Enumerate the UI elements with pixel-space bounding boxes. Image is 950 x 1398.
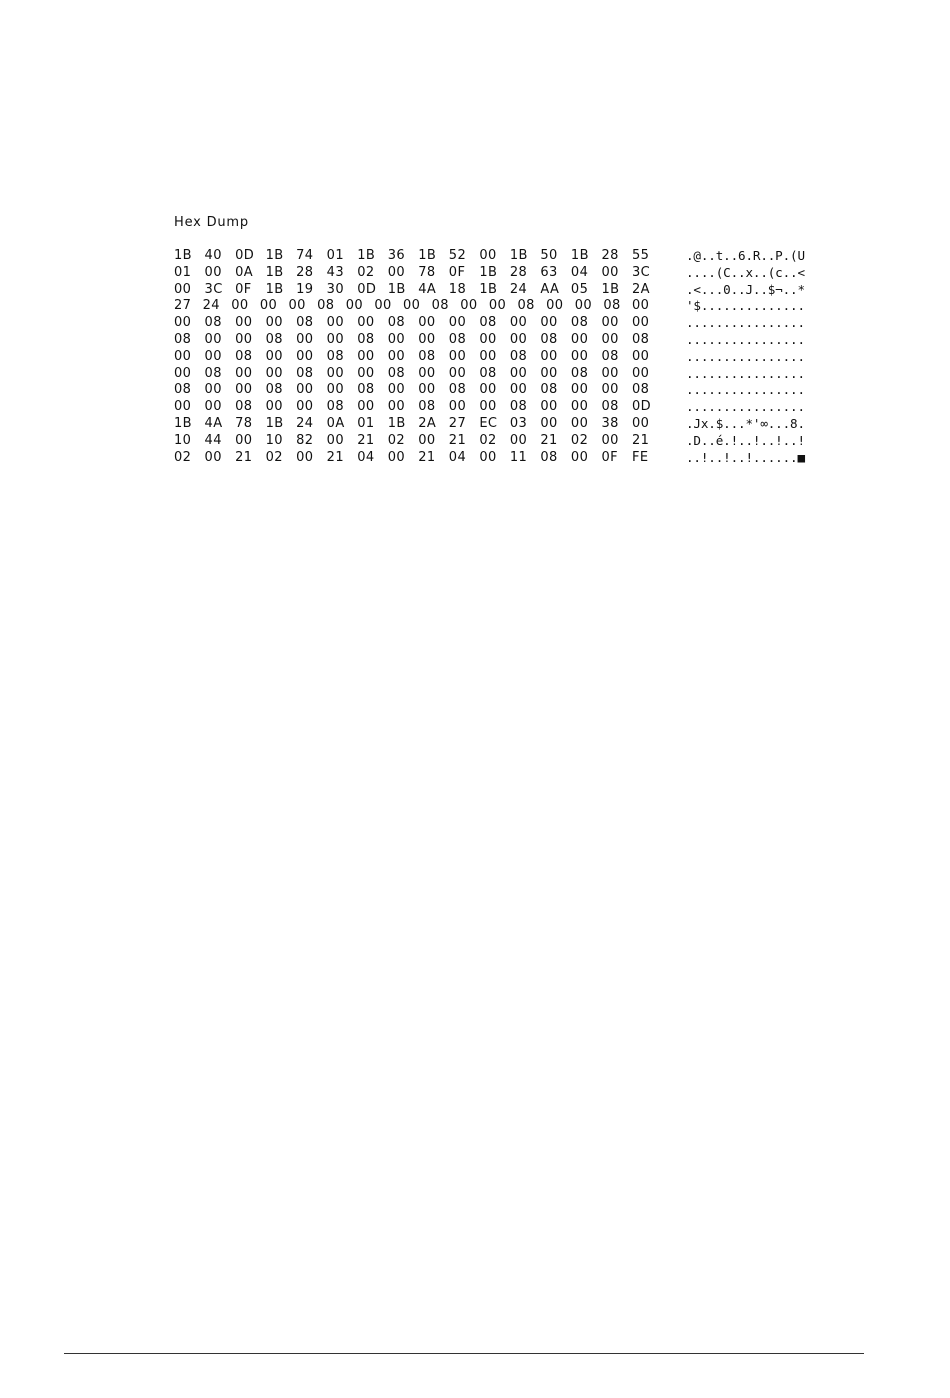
hex-byte: EC: [479, 415, 498, 431]
hex-byte: 18: [448, 281, 467, 297]
hex-byte: 55: [631, 248, 650, 263]
hex-byte: 00: [296, 382, 314, 398]
hex-byte: 00: [403, 298, 421, 314]
hex-byte: 00: [631, 415, 650, 431]
hex-byte: 08: [448, 331, 467, 347]
hex-byte: 08: [509, 399, 528, 415]
hex-byte: 08: [235, 348, 253, 364]
hex-byte: 08: [418, 348, 436, 364]
hex-dump-row: [174, 366, 854, 383]
hex-byte: 00: [574, 298, 593, 314]
hex-byte: 00: [204, 399, 222, 415]
hex-byte: 00: [265, 365, 283, 381]
hex-byte: 1B: [479, 264, 498, 280]
hex-byte: 00: [460, 298, 478, 314]
hex-byte: 00: [326, 382, 344, 398]
hex-dump-row: [174, 282, 854, 299]
hex-byte: 08: [296, 365, 314, 381]
hex-bytes: [174, 282, 654, 299]
hex-byte: 3C: [204, 281, 223, 297]
hex-dump-row: [174, 399, 854, 416]
hex-byte: 00: [235, 365, 253, 381]
hex-dump-row: [174, 433, 854, 450]
hex-byte: 08: [357, 382, 375, 398]
hex-bytes: [174, 265, 654, 282]
hex-byte: 00: [387, 449, 406, 465]
hex-byte: 0A: [235, 264, 254, 280]
hex-byte: 08: [326, 399, 344, 415]
hex-byte: 08: [540, 331, 558, 347]
hex-byte: 00: [288, 298, 306, 314]
hex-byte: 08: [570, 315, 589, 331]
hex-byte: 03: [509, 415, 528, 431]
hex-byte: 02: [570, 432, 589, 448]
hex-byte: 00: [235, 432, 253, 448]
hex-byte: 01: [174, 264, 192, 280]
hex-byte: 00: [479, 331, 497, 347]
hex-byte: 10: [174, 432, 192, 448]
hex-byte: 02: [479, 432, 497, 448]
hex-byte: 1B: [265, 264, 284, 280]
hex-byte: 21: [631, 432, 650, 448]
hex-byte: 1B: [174, 415, 192, 431]
hex-byte: 2A: [631, 281, 650, 297]
hex-byte: 08: [479, 315, 497, 331]
hex-byte: 00: [265, 399, 283, 415]
footer-rule: [64, 1353, 864, 1354]
hex-byte: 00: [448, 315, 467, 331]
hex-byte: 08: [479, 365, 497, 381]
hex-byte: 1B: [509, 248, 528, 263]
hex-byte: 21: [448, 432, 467, 448]
hex-byte: 00: [326, 315, 344, 331]
hex-byte: 00: [601, 432, 619, 448]
hex-byte: 00: [601, 315, 619, 331]
hex-byte: 38: [601, 415, 619, 431]
hex-byte: 00: [204, 449, 222, 465]
hex-byte: 00: [448, 348, 467, 364]
hex-byte: 00: [235, 331, 253, 347]
hex-byte: 00: [570, 348, 589, 364]
hex-dump-row: [174, 416, 854, 433]
hex-byte: FE: [631, 449, 649, 465]
hex-byte: 00: [204, 382, 222, 398]
hex-byte: 52: [448, 248, 467, 263]
hex-byte: 21: [235, 449, 253, 465]
hex-byte: 1B: [479, 281, 498, 297]
hex-byte: 00: [345, 298, 364, 314]
ascii-column: '$..............: [686, 298, 805, 314]
hex-dump-row: [174, 298, 854, 315]
hex-byte: 24: [509, 281, 528, 297]
hex-byte: 08: [631, 382, 650, 398]
hex-byte: 00: [357, 348, 375, 364]
hex-byte: 0D: [631, 399, 652, 415]
hex-bytes: [174, 399, 654, 416]
hex-byte: 00: [326, 331, 344, 347]
hex-bytes: [174, 450, 654, 467]
hex-byte: 78: [418, 264, 436, 280]
hex-byte: 00: [204, 331, 222, 347]
hex-byte: 08: [509, 348, 528, 364]
hex-byte: 08: [418, 399, 436, 415]
hex-byte: 21: [418, 449, 436, 465]
hex-byte: 00: [387, 382, 406, 398]
hex-dump-printout: [174, 214, 854, 466]
hex-byte: 08: [601, 348, 619, 364]
hex-byte: 00: [509, 365, 528, 381]
hex-byte: 01: [357, 415, 375, 431]
hex-dump-row: [174, 450, 854, 467]
hex-byte: 00: [631, 365, 650, 381]
ascii-column: ................: [686, 399, 805, 415]
hex-byte: 00: [509, 432, 528, 448]
hex-byte: 08: [570, 365, 589, 381]
hex-byte: 00: [540, 348, 558, 364]
hex-byte: 40: [204, 248, 222, 263]
hex-byte: 82: [296, 432, 314, 448]
hex-bytes: [174, 298, 654, 315]
hex-byte: 04: [357, 449, 375, 465]
hex-byte: 50: [540, 248, 558, 263]
hex-bytes: [174, 416, 654, 433]
hex-byte: 36: [387, 248, 406, 263]
ascii-column: ..!..!..!......■: [686, 449, 805, 465]
hex-byte: 08: [603, 298, 621, 314]
hex-byte: 74: [296, 248, 314, 263]
hex-byte: 24: [202, 298, 220, 314]
hex-byte: 1B: [418, 248, 437, 263]
hex-byte: 00: [296, 399, 314, 415]
hex-byte: 00: [387, 331, 406, 347]
hex-byte: 08: [540, 382, 558, 398]
hex-bytes: [174, 315, 654, 332]
hex-byte: 00: [601, 382, 619, 398]
hex-byte: 0A: [326, 415, 345, 431]
hex-byte: AA: [540, 281, 560, 297]
hex-bytes: [174, 433, 654, 450]
hex-byte: 00: [479, 348, 497, 364]
hex-byte: 00: [631, 315, 650, 331]
hex-byte: 08: [174, 331, 192, 347]
hex-byte: 01: [326, 248, 344, 263]
hex-byte: 1B: [387, 415, 406, 431]
hex-byte: 08: [265, 382, 283, 398]
hex-byte: 0F: [448, 264, 466, 280]
hex-byte: 21: [326, 449, 344, 465]
hex-byte: 00: [296, 331, 314, 347]
hex-byte: 00: [296, 348, 314, 364]
hex-byte: 00: [174, 399, 192, 415]
hex-byte: 00: [204, 264, 222, 280]
hex-byte: 00: [387, 348, 406, 364]
hex-byte: 00: [265, 315, 283, 331]
hex-byte: 63: [540, 264, 558, 280]
hex-byte: 43: [326, 264, 344, 280]
ascii-column: .D..é.!..!..!..!: [686, 432, 805, 448]
hex-byte: 00: [174, 315, 192, 331]
hex-byte: 08: [235, 399, 253, 415]
hex-byte: 00: [631, 348, 650, 364]
hex-byte: 1B: [174, 248, 192, 263]
hex-byte: 08: [265, 331, 283, 347]
hex-byte: 1B: [265, 415, 284, 431]
hex-byte: 08: [357, 331, 375, 347]
hex-byte: 28: [509, 264, 528, 280]
hex-byte: 00: [540, 415, 558, 431]
hex-byte: 00: [509, 315, 528, 331]
ascii-column: ................: [686, 315, 805, 331]
ascii-column: .<...0..J..$¬..*: [686, 281, 805, 297]
hex-byte: 0D: [357, 281, 377, 297]
hex-byte: 08: [296, 315, 314, 331]
hex-dump-row: [174, 332, 854, 349]
hex-byte: 00: [387, 264, 406, 280]
hex-byte: 27: [174, 298, 192, 314]
hex-byte: 00: [570, 331, 589, 347]
hex-dump-row: [174, 382, 854, 399]
hex-byte: 44: [204, 432, 222, 448]
hex-byte: 08: [317, 298, 335, 314]
hex-byte: 1B: [570, 248, 589, 263]
hex-byte: 28: [601, 248, 619, 263]
hex-byte: 4A: [204, 415, 223, 431]
hex-byte: 02: [265, 449, 283, 465]
hex-byte: 1B: [265, 248, 284, 263]
hex-byte: 00: [259, 298, 278, 314]
hex-byte: 11: [509, 449, 528, 465]
hex-byte: 00: [448, 399, 467, 415]
hex-byte: 1B: [601, 281, 620, 297]
hex-byte: 3C: [631, 264, 651, 280]
hex-byte: 00: [357, 315, 375, 331]
hex-byte: 08: [204, 315, 222, 331]
hex-byte: 00: [479, 449, 497, 465]
hex-byte: 24: [296, 415, 314, 431]
hex-byte: 28: [296, 264, 314, 280]
hex-byte: 08: [326, 348, 344, 364]
hex-byte: 02: [357, 264, 375, 280]
hex-byte: 78: [235, 415, 253, 431]
hex-byte: 08: [431, 298, 449, 314]
hex-bytes: [174, 382, 654, 399]
hex-byte: 00: [296, 449, 314, 465]
hex-byte: 08: [387, 315, 406, 331]
hex-bytes: [174, 248, 654, 265]
hex-byte: 00: [570, 382, 589, 398]
hex-byte: 1B: [265, 281, 284, 297]
hex-byte: 00: [540, 399, 558, 415]
hex-byte: 02: [387, 432, 406, 448]
hex-byte: 00: [488, 298, 507, 314]
hex-byte: 08: [204, 365, 222, 381]
hex-byte: 08: [540, 449, 558, 465]
hex-byte: 00: [418, 432, 436, 448]
hex-byte: 00: [174, 281, 192, 297]
hex-byte: 00: [509, 382, 528, 398]
hex-byte: 00: [326, 365, 344, 381]
hex-byte: 00: [174, 365, 192, 381]
hex-byte: 00: [632, 298, 650, 314]
hex-byte: 08: [601, 399, 619, 415]
hex-byte: 00: [509, 331, 528, 347]
hex-byte: 00: [265, 348, 283, 364]
hex-dump-row: [174, 349, 854, 366]
hex-byte: 08: [448, 382, 467, 398]
hex-dump-row: [174, 248, 854, 265]
hex-byte: 08: [174, 382, 192, 398]
hex-byte: 00: [418, 331, 436, 347]
hex-byte: 00: [540, 315, 558, 331]
hex-dump-rows: [174, 248, 854, 466]
hex-bytes: [174, 366, 654, 383]
hex-byte: 00: [357, 365, 375, 381]
hex-byte: 00: [374, 298, 392, 314]
hex-byte: 0F: [601, 449, 618, 465]
hex-byte: 1B: [387, 281, 406, 297]
hex-byte: 00: [174, 348, 192, 364]
hex-byte: 00: [231, 298, 249, 314]
hex-byte: 30: [326, 281, 344, 297]
hex-byte: 21: [540, 432, 558, 448]
hex-byte: 00: [418, 315, 436, 331]
hex-byte: 08: [387, 365, 406, 381]
ascii-column: ................: [686, 348, 805, 364]
ascii-column: ................: [686, 382, 805, 398]
hex-byte: 00: [326, 432, 344, 448]
ascii-column: ................: [686, 331, 805, 347]
hex-dump-title: Hex Dump: [174, 215, 249, 230]
hex-byte: 04: [570, 264, 589, 280]
hex-byte: 00: [601, 365, 619, 381]
hex-byte: 00: [546, 298, 564, 314]
hex-byte: 00: [570, 399, 589, 415]
hex-byte: 04: [448, 449, 467, 465]
hex-byte: 00: [418, 365, 436, 381]
hex-byte: 00: [418, 382, 436, 398]
hex-byte: 1B: [357, 248, 376, 263]
hex-byte: 4A: [418, 281, 437, 297]
hex-byte: 00: [479, 382, 497, 398]
hex-dump-row: [174, 315, 854, 332]
hex-byte: 2A: [418, 415, 437, 431]
hex-byte: 00: [570, 415, 589, 431]
hex-byte: 00: [601, 331, 619, 347]
hex-byte: 19: [296, 281, 314, 297]
hex-byte: 00: [479, 399, 497, 415]
hex-byte: 00: [357, 399, 375, 415]
hex-byte: 00: [448, 365, 467, 381]
ascii-column: ....(C..x..(c..<: [686, 264, 805, 280]
hex-byte: 08: [517, 298, 535, 314]
hex-byte: 10: [265, 432, 283, 448]
hex-byte: 00: [235, 315, 253, 331]
hex-byte: 00: [235, 382, 253, 398]
hex-byte: 05: [570, 281, 589, 297]
hex-bytes: [174, 332, 654, 349]
hex-byte: 00: [570, 449, 589, 465]
hex-byte: 02: [174, 449, 192, 465]
hex-byte: 00: [387, 399, 406, 415]
hex-byte: 08: [631, 331, 650, 347]
ascii-column: ................: [686, 365, 805, 381]
hex-bytes: [174, 349, 654, 366]
hex-byte: 00: [601, 264, 619, 280]
ascii-column: .@..t..6.R..P.(U: [686, 248, 805, 263]
ascii-column: .Jx.$...*'∞...8.: [686, 415, 805, 431]
hex-byte: 00: [204, 348, 222, 364]
hex-byte: 27: [448, 415, 467, 431]
hex-byte: 0D: [235, 248, 255, 263]
hex-dump-row: [174, 265, 854, 282]
hex-byte: 00: [479, 248, 497, 263]
hex-byte: 21: [357, 432, 375, 448]
hex-byte: 0F: [235, 281, 252, 297]
hex-byte: 00: [540, 365, 558, 381]
